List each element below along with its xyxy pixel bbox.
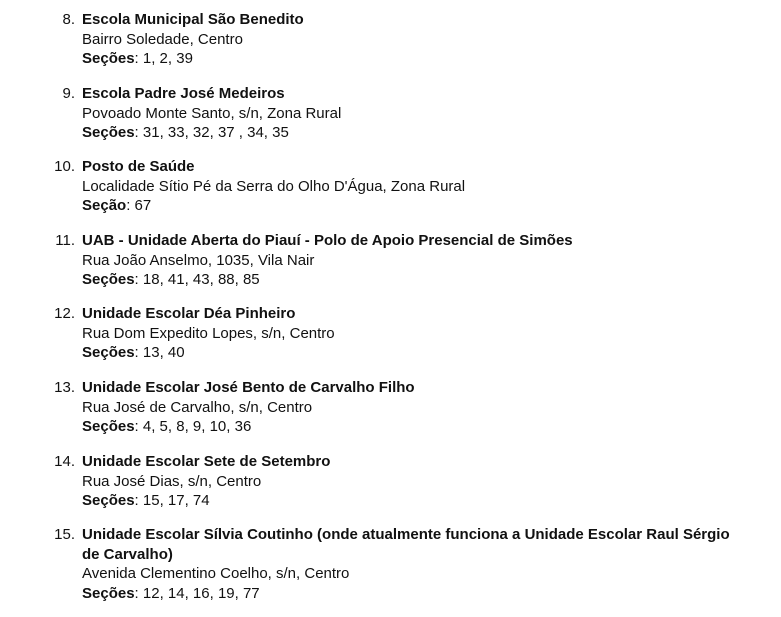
item-body: [82, 304, 742, 363]
location-address: Bairro Soledade, Centro: [82, 30, 243, 48]
sections-label: Seções: [82, 492, 135, 509]
sections-label: Seções: [82, 271, 135, 288]
item-number: 15.: [54, 526, 75, 543]
sections-values: : 67: [126, 197, 152, 214]
item-body: [82, 157, 742, 216]
item-body: [82, 10, 742, 69]
sections-values: : 13, 40: [134, 344, 185, 361]
location-sections: [82, 491, 742, 511]
sections-label: Seções: [82, 50, 135, 67]
item-body: [82, 525, 742, 603]
location-name: UAB - Unidade Aberta do Piauí - Polo de Apoio Presencial de Simões: [82, 232, 573, 249]
sections-values: : 15, 17, 74: [134, 492, 210, 509]
sections-label: Seção: [82, 197, 127, 214]
location-sections: [82, 49, 742, 69]
item-number: 12.: [54, 305, 75, 322]
location-address: Rua João Anselmo, 1035, Vila Nair: [82, 251, 315, 269]
location-sections: [82, 417, 742, 437]
location-address: Rua Dom Expedito Lopes, s/n, Centro: [82, 324, 335, 342]
location-sections: [82, 196, 742, 216]
location-address: Localidade Sítio Pé da Serra do Olho D'Água, Zona Rural: [82, 177, 466, 195]
sections-values: : 18, 41, 43, 88, 85: [134, 271, 260, 288]
item-number: 8.: [62, 11, 75, 28]
location-sections: [82, 270, 742, 290]
sections-values: : 4, 5, 8, 9, 10, 36: [134, 418, 252, 435]
location-name: Unidade Escolar José Bento de Carvalho Filho: [82, 379, 415, 396]
item-number: 11.: [55, 232, 75, 249]
location-name: Unidade Escolar Sete de Setembro: [82, 453, 331, 470]
location-address: Rua José de Carvalho, s/n, Centro: [82, 398, 313, 416]
location-sections: [82, 584, 742, 604]
location-name: Unidade Escolar Sílvia Coutinho (onde atualmente funciona a Unidade Escolar Raul Sérgio de Carvalho): [82, 526, 730, 563]
location-address: Avenida Clementino Coelho, s/n, Centro: [82, 565, 350, 582]
item-body: [82, 452, 742, 511]
item-body: [82, 84, 742, 143]
sections-values: : 1, 2, 39: [134, 50, 193, 67]
sections-label: Seções: [82, 418, 135, 435]
item-number: 10.: [54, 158, 75, 175]
item-number: 14.: [54, 453, 75, 470]
location-name: Escola Padre José Medeiros: [82, 85, 285, 102]
location-name: Unidade Escolar Déa Pinheiro: [82, 305, 296, 322]
item-number: 13.: [54, 379, 75, 396]
location-name: Posto de Saúde: [82, 158, 195, 175]
sections-label: Seções: [82, 344, 135, 361]
location-address: Rua José Dias, s/n, Centro: [82, 472, 262, 490]
item-number: 9.: [62, 85, 75, 102]
location-sections: [82, 123, 742, 143]
item-body: [82, 378, 742, 437]
sections-values: : 12, 14, 16, 19, 77: [134, 584, 260, 602]
location-address: Povoado Monte Santo, s/n, Zona Rural: [82, 104, 342, 122]
sections-values: : 31, 33, 32, 37 , 34, 35: [134, 124, 289, 141]
sections-label: Seções: [82, 124, 135, 141]
location-sections: [82, 343, 742, 363]
sections-label: Seções: [82, 584, 135, 602]
location-name: Escola Municipal São Benedito: [82, 11, 304, 28]
item-body: [82, 231, 742, 290]
